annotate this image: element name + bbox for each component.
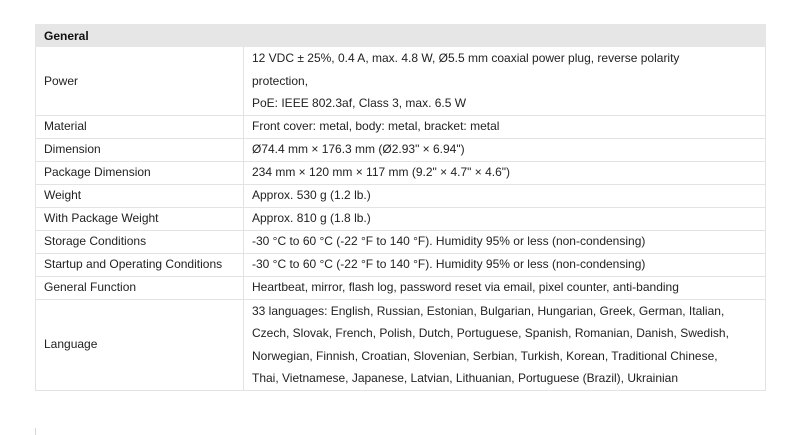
table-row [36,276,766,299]
spec-value [244,47,766,116]
spec-label: Language [36,299,244,390]
spec-value [244,138,766,161]
spec-value [244,253,766,276]
table-row [36,207,766,230]
spec-value-line: -30 °C to 60 °C (-22 °F to 140 °F). Humidity 95% or less (non-condensing) [252,233,646,248]
spec-label: Storage Conditions [36,230,244,253]
spec-value-line: Norwegian, Finnish, Croatian, Slovenian, Serbian, Turkish, Korean, Traditional Chinese, [252,348,718,363]
page-edge-mark [35,428,36,435]
spec-value-line: 33 languages: English, Russian, Estonian, Bulgarian, Hungarian, Greek, German, Italian, [252,303,725,318]
spec-value-line: Heartbeat, mirror, flash log, password reset via email, pixel counter, anti-banding [252,279,679,294]
section-title: General [36,25,766,47]
spec-table-body [36,47,766,391]
table-row [36,138,766,161]
spec-value [244,230,766,253]
spec-value-line: Approx. 530 g (1.2 lb.) [252,187,371,202]
spec-value-line: Front cover: metal, body: metal, bracket: metal [252,118,500,133]
spec-value [244,207,766,230]
spec-value [244,299,766,390]
spec-value [244,184,766,207]
table-row [36,47,766,116]
spec-value-line: PoE: IEEE 802.3af, Class 3, max. 6.5 W [252,96,467,110]
spec-value-line: Approx. 810 g (1.8 lb.) [252,210,371,225]
spec-label: Weight [36,184,244,207]
table-row [36,115,766,138]
spec-value-line: Ø74.4 mm × 176.3 mm (Ø2.93" × 6.94") [252,141,465,156]
spec-value-line: Czech, Slovak, French, Polish, Dutch, Portuguese, Spanish, Romanian, Danish, Swedish, [252,326,729,340]
spec-label: General Function [36,276,244,299]
spec-value-line: protection, [252,73,309,88]
table-row [36,184,766,207]
spec-value-line: 234 mm × 120 mm × 117 mm (9.2" × 4.7" × 4.6") [252,164,511,179]
table-row [36,253,766,276]
spec-label: With Package Weight [36,207,244,230]
section-header-row [36,25,766,47]
table-row [36,161,766,184]
table-row [36,230,766,253]
spec-value-line: -30 °C to 60 °C (-22 °F to 140 °F). Humidity 95% or less (non-condensing) [252,256,646,271]
spec-label: Material [36,115,244,138]
spec-label: Startup and Operating Conditions [36,253,244,276]
spec-table [35,24,766,391]
spec-value [244,276,766,299]
table-row [36,299,766,390]
spec-value-line: Thai, Vietnamese, Japanese, Latvian, Lithuanian, Portuguese (Brazil), Ukrainian [252,371,679,385]
spec-value [244,161,766,184]
spec-value-line: 12 VDC ± 25%, 0.4 A, max. 4.8 W, Ø5.5 mm coaxial power plug, reverse polarity [252,51,680,65]
spec-value [244,115,766,138]
spec-label: Power [36,47,244,116]
spec-label: Package Dimension [36,161,244,184]
spec-label: Dimension [36,138,244,161]
